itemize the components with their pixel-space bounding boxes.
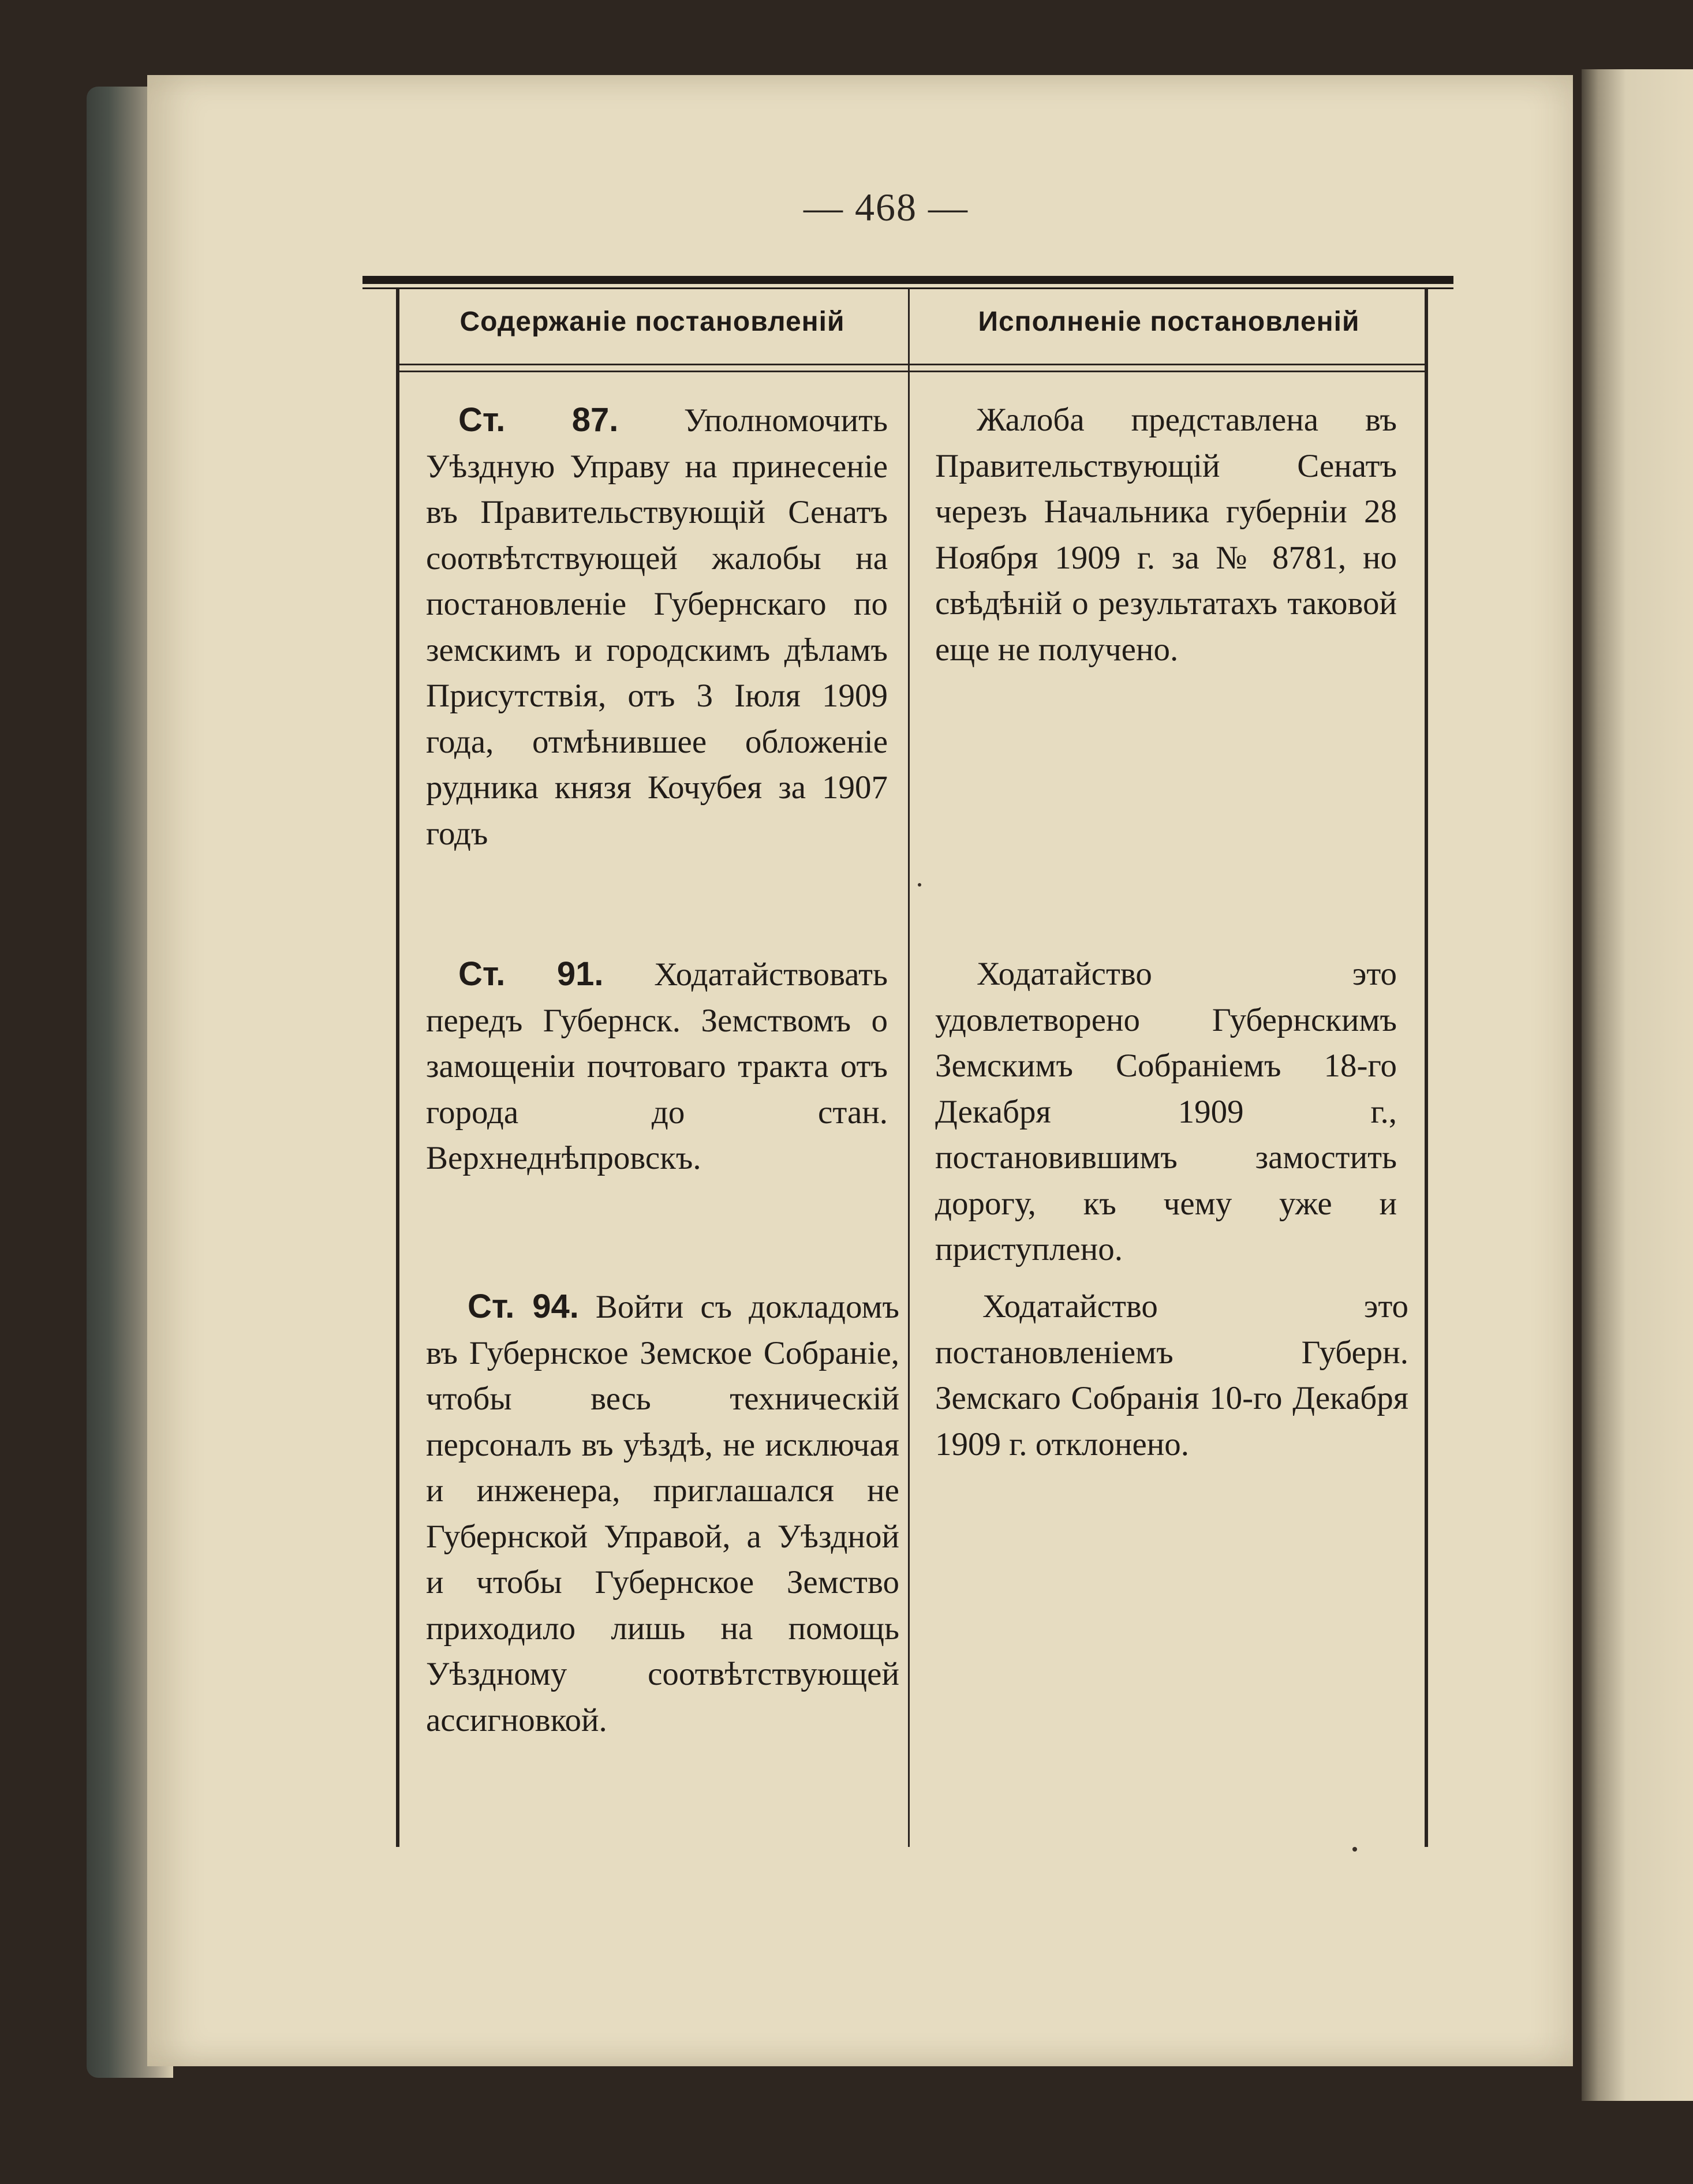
header-rule-second: [398, 371, 1426, 372]
row-94-content: [426, 1284, 899, 1743]
row-87-content: [426, 397, 888, 857]
header-rule: [398, 364, 1426, 365]
table-left-border: [396, 289, 399, 1847]
page-speck: [1352, 1847, 1357, 1852]
row-94-execution-text: Ходатайство это постановленіемъ Губерн. Земскаго Собранія 10-го Декабря 1909 г. отклонено.: [935, 1288, 1408, 1463]
page-number: — 468 —: [803, 185, 969, 229]
adjacent-page-edge: [1582, 69, 1693, 2101]
row-91-content: [426, 951, 888, 1181]
row-94-execution: [935, 1284, 1408, 1467]
row-91-text: Ходатайствовать передъ Губернск. Земствомъ о замощеніи почтоваго тракта отъ города до стан. Верхнеднѣпровскъ.: [426, 956, 888, 1176]
header-execution: Исполненіе постановленій: [978, 306, 1360, 337]
row-91-execution-text: Ходатайство это удовлетворено Губернскимъ Земскимъ Собраніемъ 18-го Декабря 1909 г., постановившимъ замостить дорогу, къ чему уже и приступлено.: [935, 956, 1397, 1267]
table-top-rule: [362, 276, 1453, 284]
row-94-article: Ст. 94.: [468, 1288, 579, 1325]
page-speck: [918, 883, 921, 887]
table-right-border: [1425, 289, 1428, 1847]
row-87-execution: [935, 397, 1397, 672]
row-87-execution-text: Жалоба представлена въ Правительствующій Сенатъ черезъ Начальника губерніи 28 Ноября 1909 г. за № 8781, но свѣдѣній о результатахъ таковой еще не получено.: [935, 402, 1397, 668]
header-content: Содержаніе постановленій: [459, 306, 845, 337]
row-91-execution: [935, 951, 1397, 1273]
row-94-text: Войти съ докладомъ въ Губернское Земское Собраніе, чтобы весь техническій персоналъ въ уѣздѣ, не исключая и инженера, приглашался не Губернской Управой, а Уѣздной и чтобы Губернское Земство приходило лишь на помощь Уѣздному соотвѣтствующей ассигновкой.: [426, 1289, 900, 1738]
table-column-divider: [908, 289, 910, 1847]
row-87-article: Ст. 87.: [458, 401, 619, 439]
row-91-article: Ст. 91.: [458, 955, 604, 993]
row-87-text: Уполномочить Уѣздную Управу на принесеніе въ Правительствующій Сенатъ соотвѣтствующей жалобы на постановленіе Губернскаго по земскимъ и городскимъ дѣламъ Присутствія, отъ 3 Іюля 1909 года, отмѣнившее обложеніе рудника князя Кочубея за 1907 годъ: [426, 402, 888, 852]
